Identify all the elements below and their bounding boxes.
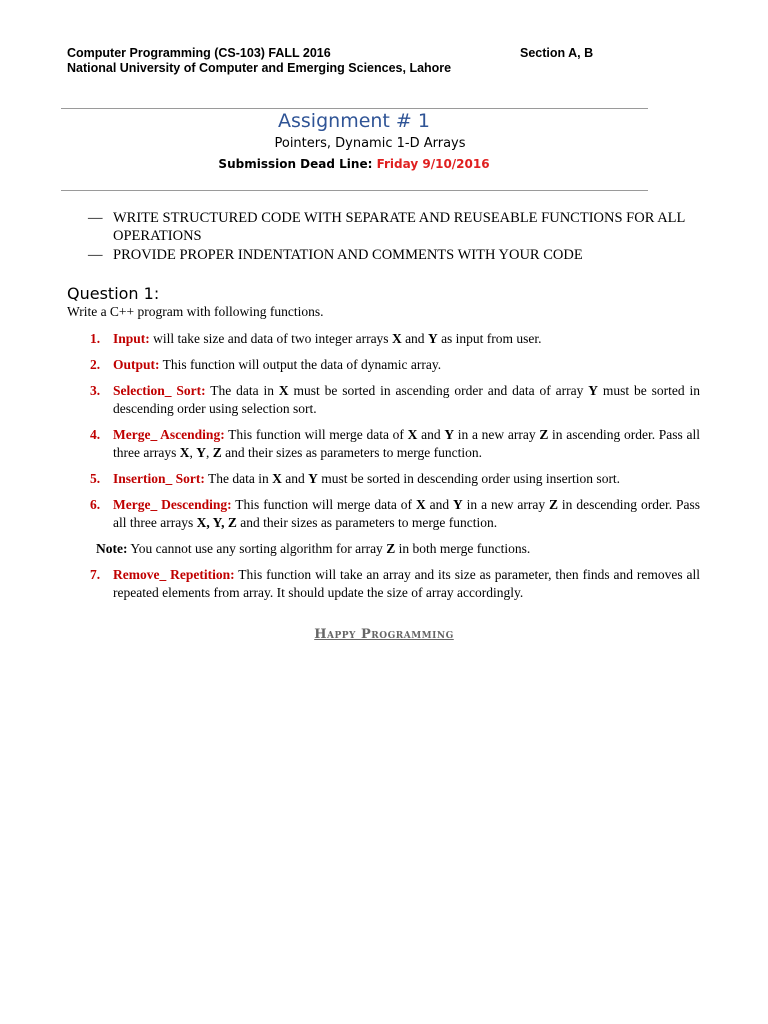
array-name: Z	[212, 445, 222, 460]
item-number: 7.	[90, 567, 101, 582]
description-text: and their sizes as parameters to merge function.	[221, 445, 483, 460]
description-text: and their sizes as parameters to merge function.	[236, 515, 498, 530]
array-name: X	[278, 383, 289, 398]
description-text: This function will take an array and its size as parameter, then finds and removes all repeated elements from array. It should update the size of array accordingly.	[113, 567, 701, 600]
function-label: Merge_ Ascending:	[113, 427, 225, 442]
array-name: Y	[308, 471, 318, 486]
item-body	[113, 382, 700, 418]
university-name: National University of Computer and Emerging Sciences, Lahore	[67, 61, 452, 75]
description-text: ,	[189, 445, 197, 460]
description-text: and	[425, 497, 453, 512]
guidelines-list	[88, 209, 688, 265]
bottom-divider	[61, 190, 648, 191]
item-body	[113, 356, 700, 374]
description-text: and	[281, 471, 309, 486]
guideline-text: PROVIDE PROPER INDENTATION AND COMMENTS WITH YOUR CODE	[113, 247, 583, 263]
item-number: 2.	[90, 357, 101, 372]
description-text: must be sorted in ascending order and data of array	[288, 383, 589, 398]
function-label: Input:	[113, 331, 150, 346]
closing-message: Happy Programming	[314, 627, 454, 642]
function-item	[90, 330, 700, 348]
item-number: 1.	[90, 331, 101, 346]
item-body	[113, 496, 700, 532]
array-name: X	[415, 497, 426, 512]
array-name: Y	[453, 497, 463, 512]
description-text: You cannot use any sorting algorithm for array	[127, 541, 387, 556]
array-name: Z	[539, 427, 549, 442]
course-title: Computer Programming (CS-103) FALL 2016	[67, 46, 331, 60]
array-name: Z	[386, 541, 396, 556]
description-text: as input from user.	[437, 331, 542, 346]
function-label: Output:	[113, 357, 160, 372]
description-text: in a new array	[462, 497, 549, 512]
item-body	[113, 566, 700, 602]
item-body	[113, 330, 700, 348]
question-heading: Question 1:	[67, 284, 160, 303]
function-item	[90, 470, 700, 488]
dash-bullet: —	[88, 247, 103, 263]
item-body	[113, 470, 700, 488]
item-number: 3.	[90, 383, 101, 398]
description-text: will take size and data of two integer arrays	[149, 331, 392, 346]
description-text: This function will output the data of dynamic array.	[159, 357, 442, 372]
guideline-item	[88, 209, 688, 245]
array-name: Y	[444, 427, 455, 442]
dash-bullet: —	[88, 210, 103, 226]
top-divider	[61, 108, 648, 109]
description-text: in both merge functions.	[395, 541, 531, 556]
array-name: X, Y, Z	[196, 515, 237, 530]
deadline-date: Friday 9/10/2016	[376, 157, 490, 171]
assignment-title: Assignment # 1	[278, 110, 430, 132]
array-name: Y	[588, 383, 598, 398]
function-item	[90, 356, 700, 374]
array-name: X	[179, 445, 190, 460]
description-text: The data in	[204, 471, 273, 486]
function-item	[90, 566, 700, 602]
description-text: This function will merge data of	[231, 497, 416, 512]
description-text: must be sorted in descending order using selection sort.	[113, 383, 701, 416]
function-label: Remove_ Repetition:	[113, 567, 235, 582]
guideline-item	[88, 246, 688, 264]
description-text: in descending order. Pass all three arrays	[113, 497, 700, 530]
question-intro: Write a C++ program with following functions.	[67, 304, 324, 319]
item-number: 4.	[90, 427, 101, 442]
item-number: 5.	[90, 471, 101, 486]
function-item	[90, 382, 700, 418]
function-label: Merge_ Descending:	[113, 497, 232, 512]
section-label: Section A, B	[520, 46, 594, 60]
array-name: Y	[196, 445, 206, 460]
function-item	[90, 426, 700, 462]
description-text: must be sorted in descending order using insertion sort.	[317, 471, 621, 486]
description-text: in ascending order. Pass all three arrays	[113, 427, 700, 460]
note-line	[96, 540, 700, 558]
description-text: ,	[205, 445, 213, 460]
deadline-label: Submission Dead Line:	[218, 157, 373, 171]
function-label: Insertion_ Sort:	[113, 471, 205, 486]
description-text: and	[401, 331, 428, 346]
array-name: X	[407, 427, 418, 442]
assignment-subtitle: Pointers, Dynamic 1-D Arrays	[274, 136, 466, 151]
array-name: Z	[549, 497, 559, 512]
description-text: This function will merge data of	[224, 427, 408, 442]
description-text: The data in	[205, 383, 279, 398]
note-label: Note:	[96, 541, 128, 556]
submission-deadline	[0, 157, 708, 171]
guideline-text: WRITE STRUCTURED CODE WITH SEPARATE AND REUSEABLE FUNCTIONS FOR ALL OPERATIONS	[113, 210, 685, 244]
function-label: Selection_ Sort:	[113, 383, 206, 398]
array-name: X	[272, 471, 282, 486]
function-item	[90, 496, 700, 532]
array-name: X	[391, 331, 402, 346]
function-list	[90, 330, 700, 602]
item-number: 6.	[90, 497, 101, 512]
description-text: in a new array	[454, 427, 540, 442]
item-body	[113, 426, 700, 462]
array-name: Y	[427, 331, 438, 346]
description-text: and	[417, 427, 445, 442]
